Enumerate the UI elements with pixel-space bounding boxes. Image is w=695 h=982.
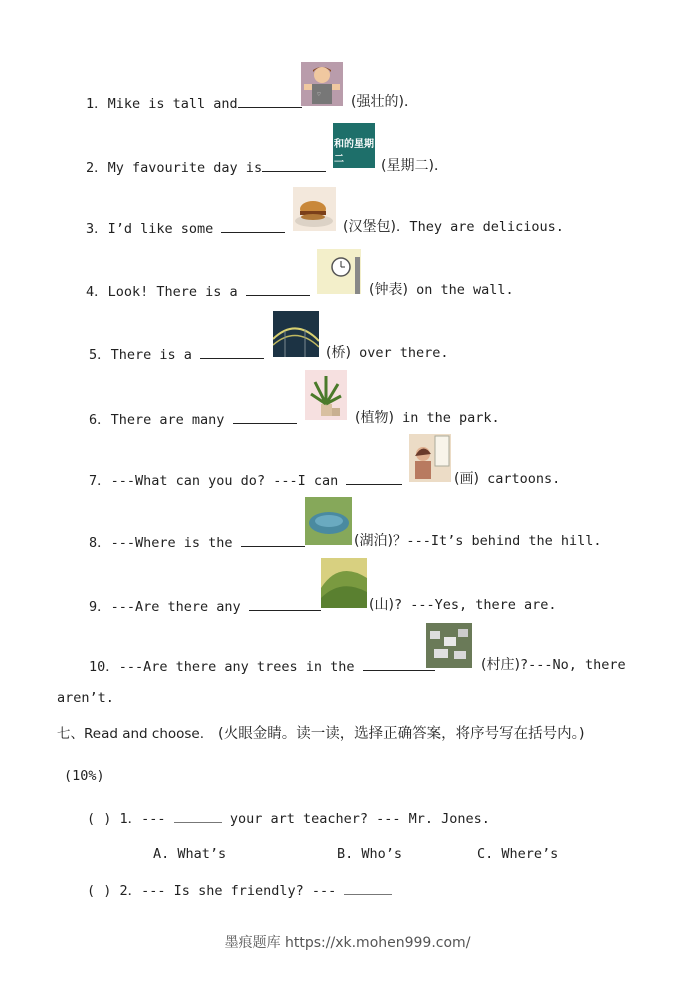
item-number: 4． <box>86 284 108 300</box>
answer-blank[interactable] <box>262 157 326 172</box>
answer-blank[interactable] <box>221 218 285 233</box>
answer-blank[interactable] <box>363 656 435 671</box>
tuesday-card-picture: 和的星期二 <box>333 123 375 168</box>
fill-item-6 <box>89 409 297 429</box>
answer-paren[interactable]: ( ) <box>87 883 112 899</box>
answer-blank[interactable] <box>200 344 264 359</box>
fill-item-10 <box>89 656 435 676</box>
choice-item-2: ( ) 2．--- Is she friendly? --- <box>87 880 392 900</box>
item-number: 5． <box>89 347 111 363</box>
item-number: 8． <box>89 535 111 551</box>
item-text: My favourite day is <box>107 160 263 176</box>
strong-boy-picture <box>301 62 343 106</box>
answer-blank[interactable] <box>174 808 222 823</box>
answer-blank[interactable] <box>344 880 392 895</box>
item-text: I’d like some <box>107 221 214 237</box>
drawing-picture <box>409 434 451 482</box>
answer-blank[interactable] <box>241 532 305 547</box>
answer-blank[interactable] <box>238 93 302 108</box>
section-score: (10%) <box>64 768 105 784</box>
item-text: ---Are there any <box>110 599 241 615</box>
item-text: ---What can you do? ---I can <box>110 473 339 489</box>
fill-item-3 <box>86 218 285 238</box>
choice-option-b[interactable]: B. Who’s <box>337 846 403 862</box>
choice-option-a[interactable]: A. What’s <box>153 846 227 862</box>
choice-option-c[interactable]: C. Where’s <box>477 846 559 862</box>
fill-item-4-hint: (钟表) on the wall. <box>369 282 514 298</box>
item-text: Mike is tall and <box>107 96 238 112</box>
plant-picture <box>305 370 347 420</box>
fill-item-5-hint: (桥) over there. <box>326 345 449 361</box>
item-text: ---Where is the <box>110 535 233 551</box>
fill-item-2-hint: (星期二)． <box>381 158 448 174</box>
mountain-picture <box>321 558 367 608</box>
answer-blank[interactable] <box>246 281 310 296</box>
fill-item-7-hint: (画) cartoons. <box>454 471 561 487</box>
answer-blank[interactable] <box>346 470 402 485</box>
village-picture <box>426 623 472 668</box>
svg-text:♡: ♡ <box>317 91 321 98</box>
section-instruction: (火眼金睛。读一读，选择正确答案，将序号写在括号内。) <box>218 726 585 742</box>
section-7-heading <box>57 725 585 743</box>
fill-item-9-hint: (山)? ---Yes, there are. <box>369 597 557 613</box>
fill-item-8-hint: (湖泊)？---It’s behind the hill. <box>354 533 602 549</box>
item-text: Look! There is a <box>107 284 238 300</box>
footer-watermark: 墨痕题库 https://xk.mohen999.com/ <box>224 935 471 951</box>
hamburger-picture <box>293 187 336 231</box>
fill-item-1-hint: (强壮的)． <box>351 94 418 110</box>
fill-item-6-hint: (植物) in the park. <box>355 410 500 426</box>
fill-item-4 <box>86 281 310 301</box>
fill-item-2 <box>86 157 326 177</box>
fill-item-10-hint: (村庄)?---No, there <box>481 657 626 673</box>
item-text: There is a <box>110 347 192 363</box>
fill-item-1 <box>86 93 302 113</box>
lake-picture <box>305 497 352 545</box>
item-number: 9． <box>89 599 111 615</box>
choice-item-1: ( ) 1．--- your art teacher? --- Mr. Jones. <box>87 808 490 828</box>
fill-item-9 <box>89 596 321 616</box>
fill-item-7 <box>89 470 402 490</box>
item-number: 2． <box>86 160 108 176</box>
item-number: 1． <box>86 96 108 112</box>
answer-blank[interactable] <box>249 596 321 611</box>
item-number: 10． <box>89 659 119 675</box>
item-text: ---Are there any trees in the <box>118 659 355 675</box>
bridge-picture <box>273 311 319 357</box>
fill-item-10-continuation: aren’t. <box>57 690 114 706</box>
item-number: 6． <box>89 412 111 428</box>
fill-item-5 <box>89 344 264 364</box>
clock-picture <box>317 249 361 294</box>
item-text: There are many <box>110 412 225 428</box>
section-title: 七、Read and choose. <box>57 726 205 742</box>
item-number: 7． <box>89 473 111 489</box>
answer-blank[interactable] <box>233 409 297 424</box>
fill-item-3-hint: (汉堡包)．They are delicious. <box>343 219 564 235</box>
item-number: 3． <box>86 221 108 237</box>
answer-paren[interactable]: ( ) <box>87 811 112 827</box>
fill-item-8 <box>89 532 305 552</box>
